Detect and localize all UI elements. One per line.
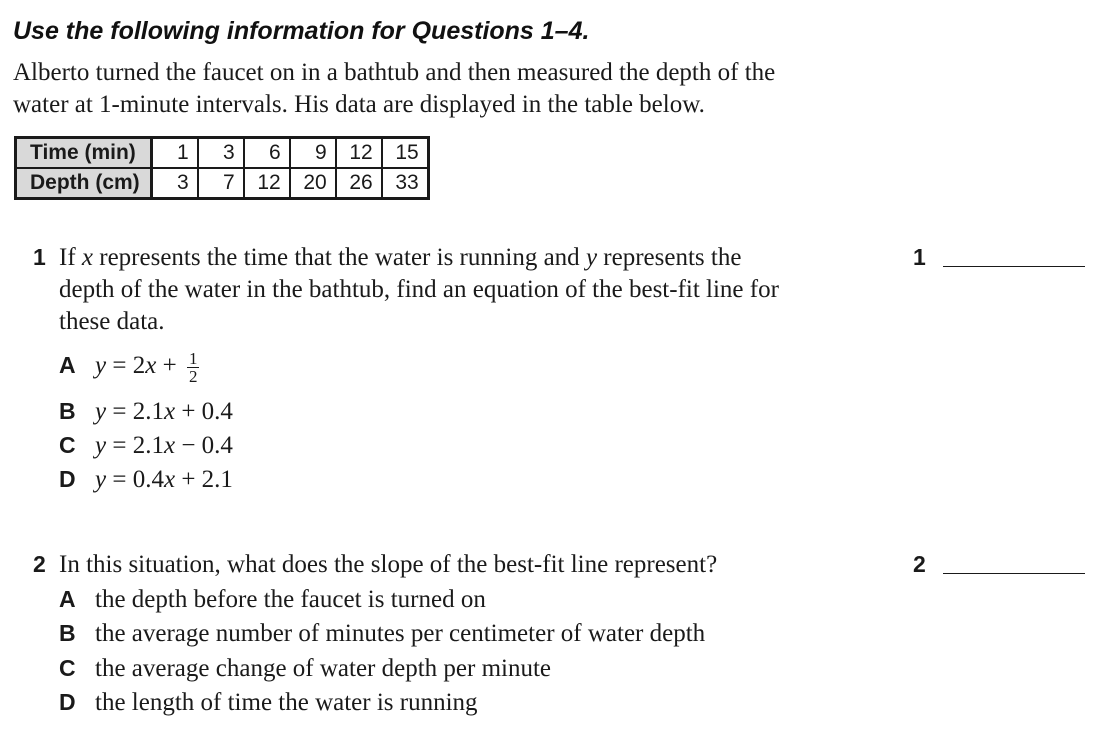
table-cell: 12 bbox=[244, 168, 290, 199]
option-text: the length of time the water is running bbox=[95, 689, 478, 716]
table-cell: 20 bbox=[290, 168, 336, 199]
question-2-option-a[interactable] bbox=[59, 586, 486, 614]
question-2-option-c[interactable] bbox=[59, 655, 551, 683]
table-cell: 3 bbox=[151, 168, 198, 199]
fraction-one-half: $\frac{1}{2}$ bbox=[188, 349, 198, 386]
table-cell: 6 bbox=[244, 138, 290, 169]
question-1-option-c[interactable]: C y = 2.1x − 0.4 bbox=[59, 432, 233, 459]
question-2-option-b[interactable] bbox=[59, 620, 705, 648]
question-1-number: 1 bbox=[33, 244, 46, 270]
data-table bbox=[14, 136, 430, 200]
answer-1-label: 1 bbox=[913, 244, 926, 270]
option-text: the depth before the faucet is turned on bbox=[95, 586, 486, 613]
table-cell: 7 bbox=[198, 168, 244, 199]
table-cell: 33 bbox=[382, 168, 429, 199]
table-cell: 9 bbox=[290, 138, 336, 169]
table-cell: 12 bbox=[336, 138, 382, 169]
intro-line-2: water at 1-minute intervals. His data are displayed in the table below. bbox=[13, 91, 705, 118]
option-letter: D bbox=[59, 689, 76, 715]
option-letter: B bbox=[59, 620, 76, 646]
question-1-line-2: depth of the water in the bathtub, find an equation of the best-fit line for bbox=[59, 276, 779, 303]
table-row-depth bbox=[16, 168, 429, 199]
option-text: the average change of water depth per minute bbox=[95, 655, 552, 682]
section-heading: Use the following information for Questions 1–4. bbox=[13, 17, 590, 45]
table-cell: 15 bbox=[382, 138, 429, 169]
question-2-text: In this situation, what does the slope of the best-fit line represent? bbox=[59, 551, 718, 578]
table-row-time bbox=[16, 138, 429, 169]
option-letter: A bbox=[59, 352, 76, 379]
option-letter: B bbox=[59, 398, 76, 424]
row-header-depth: Depth (cm) bbox=[16, 168, 152, 199]
question-1-option-a[interactable]: A y = 2x + $\frac{1}{2}$ bbox=[59, 349, 198, 386]
option-letter: A bbox=[59, 586, 76, 612]
option-letter: C bbox=[59, 432, 76, 458]
table-cell: 3 bbox=[198, 138, 244, 169]
question-1-line-1: If x represents the time that the water is running and y represents the bbox=[59, 244, 742, 271]
answer-2-line[interactable] bbox=[943, 573, 1085, 574]
table-cell: 1 bbox=[151, 138, 198, 169]
intro-line-1: Alberto turned the faucet on in a bathtub and then measured the depth of the bbox=[13, 59, 776, 86]
option-letter: C bbox=[59, 655, 76, 681]
question-1-line-3: these data. bbox=[59, 308, 165, 335]
answer-1-line[interactable] bbox=[943, 266, 1085, 267]
question-2-option-d[interactable] bbox=[59, 689, 478, 717]
table-cell: 26 bbox=[336, 168, 382, 199]
question-1-option-b[interactable]: B y = 2.1x + 0.4 bbox=[59, 398, 233, 425]
option-letter: D bbox=[59, 466, 76, 492]
answer-2-label: 2 bbox=[913, 551, 926, 577]
question-2-number: 2 bbox=[33, 551, 46, 577]
row-header-time: Time (min) bbox=[16, 138, 152, 169]
option-text: the average number of minutes per centimeter of water depth bbox=[95, 620, 706, 647]
question-1-option-d[interactable]: D y = 0.4x + 2.1 bbox=[59, 466, 233, 493]
